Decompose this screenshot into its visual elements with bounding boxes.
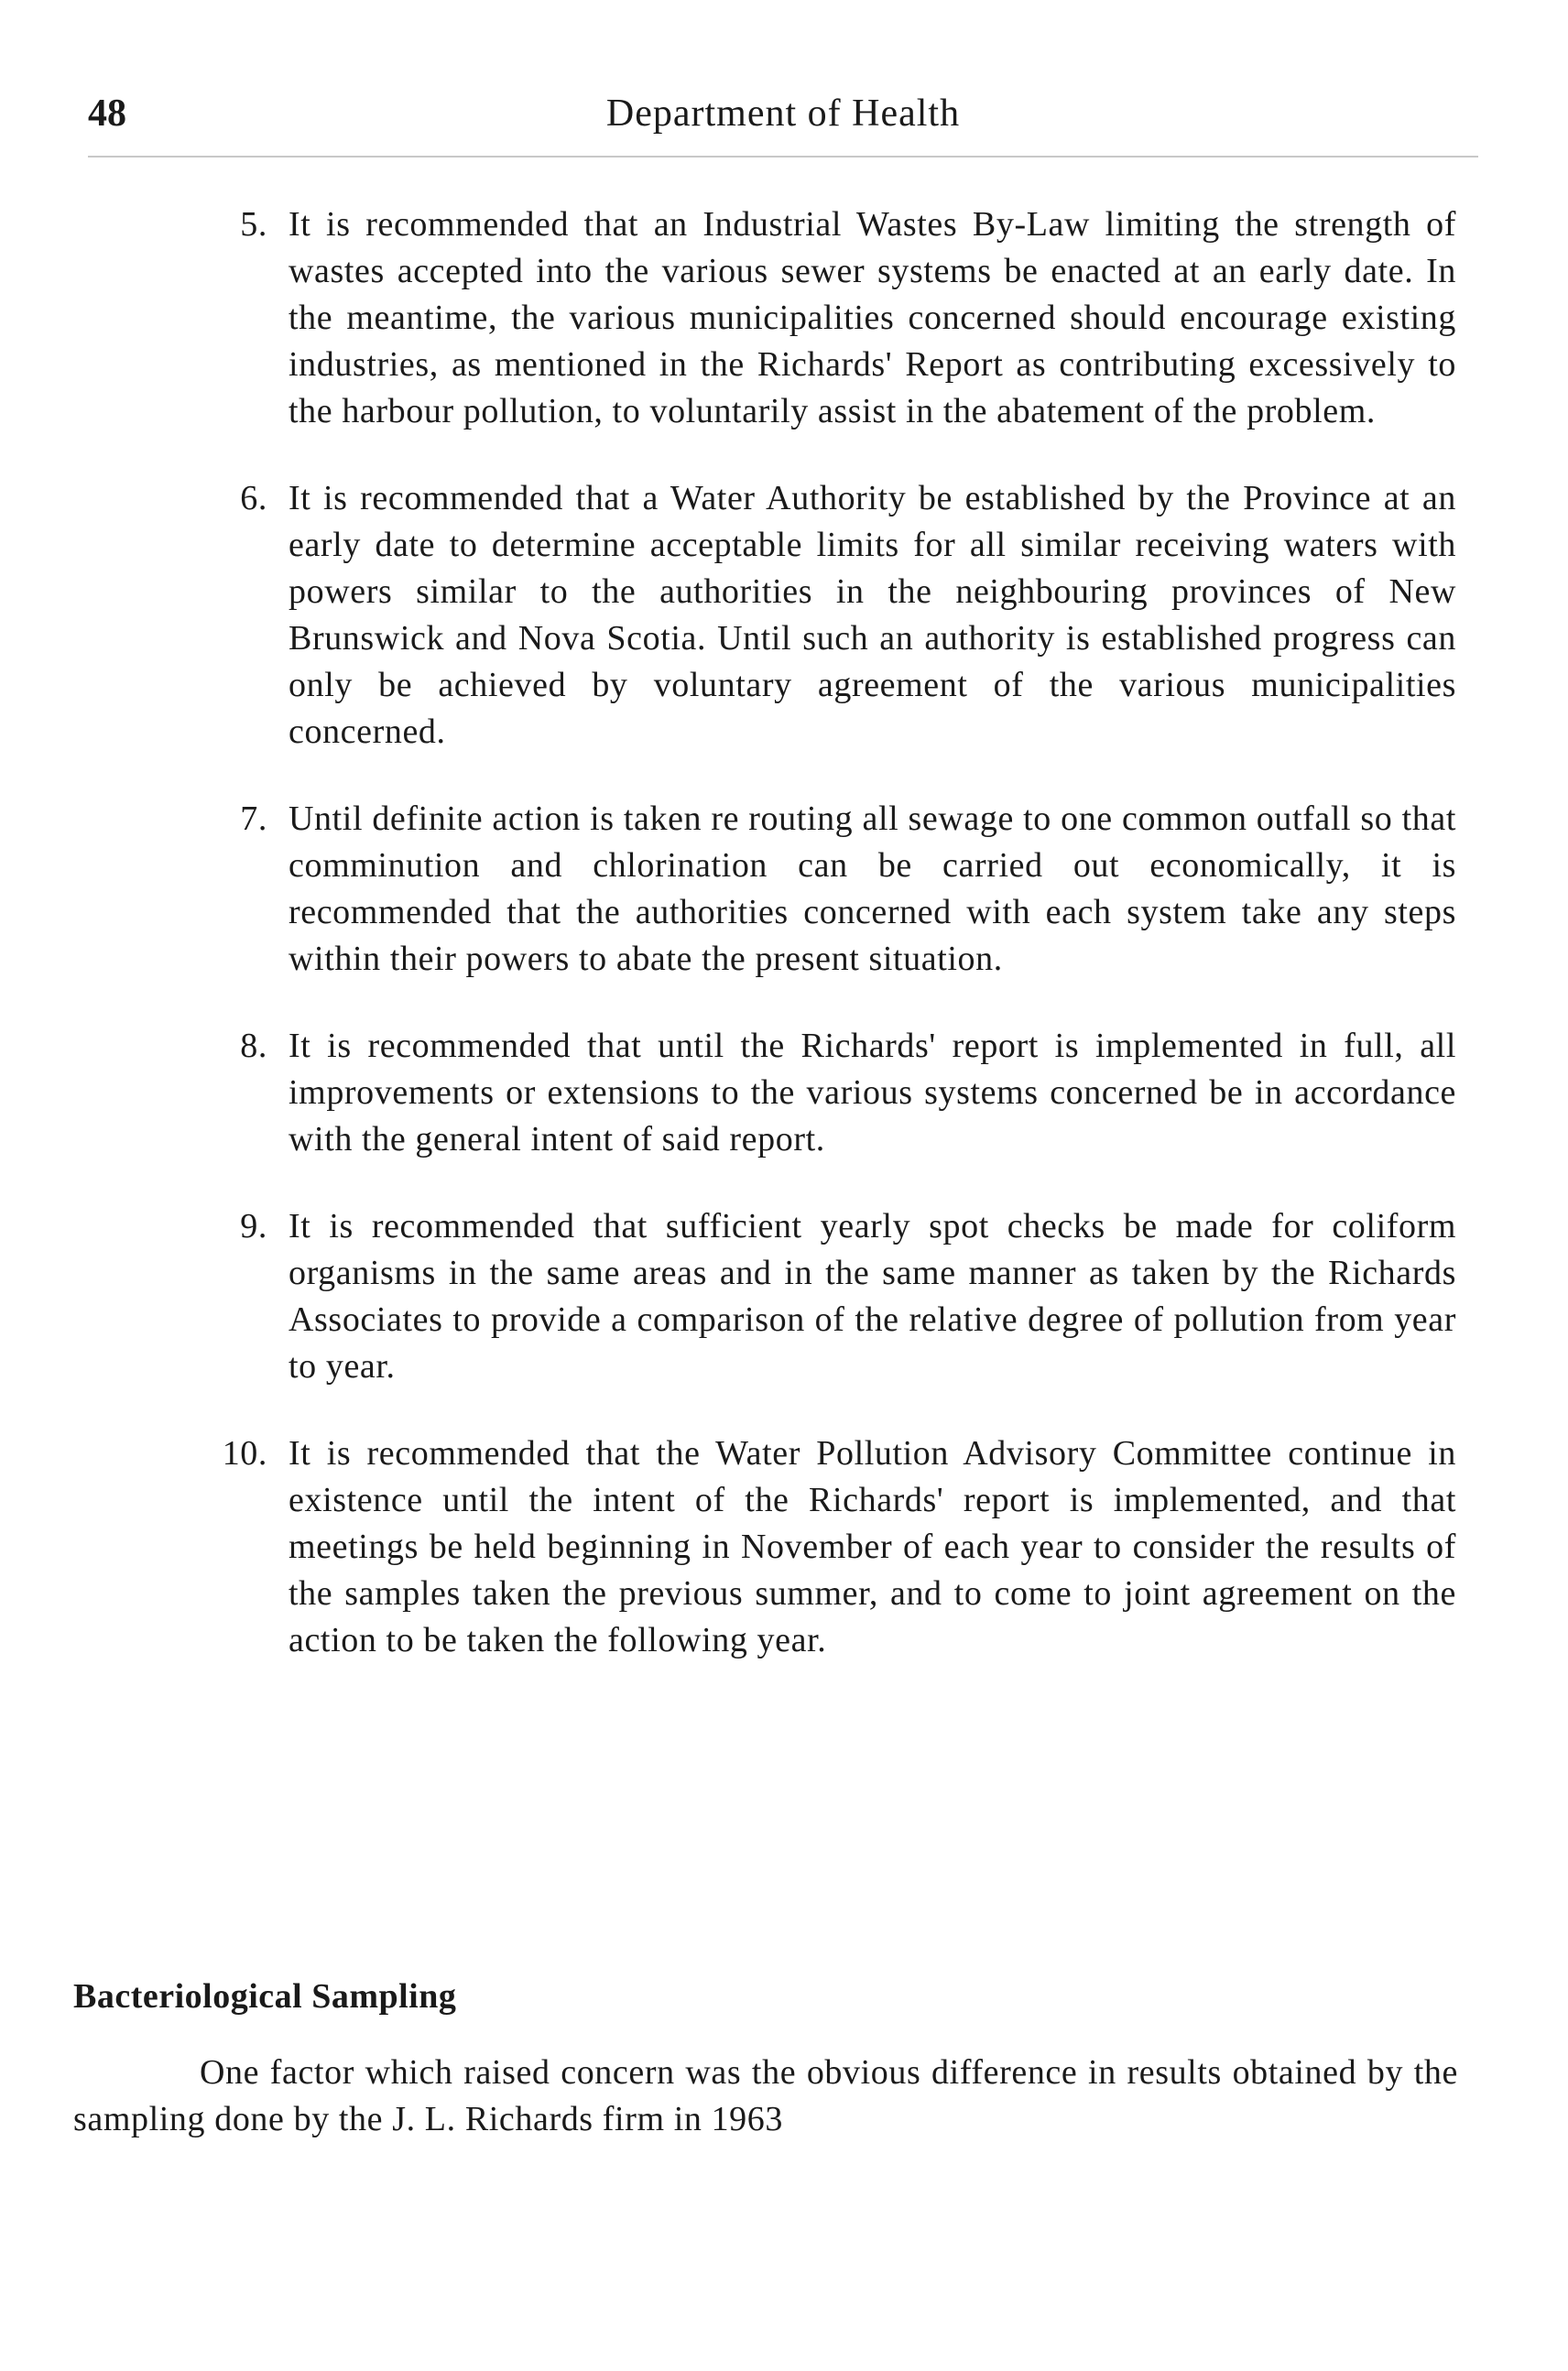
item-text: It is recommended that an Industrial Wastes By-Law limiting the strength of wastes accepted into the various sewer systems be enacted at an early date. In the meantime, the various municipalities concerned should encourage existing industries, as mentioned in the Richards' Report as contributing excessively to the harbour pollution, to voluntarily assist in the abatement of the problem. [289, 205, 1456, 430]
body-paragraph: One factor which raised concern was the obvious difference in results obtained by the sampling done by the J. L. Richards firm in 1963 [73, 2053, 1458, 2138]
item-text: It is recommended that until the Richards' report is implemented in full, all improvements or extensions to the various systems concerned be in accordance with the general intent of said report. [289, 1027, 1456, 1158]
list-item [183, 796, 1456, 983]
list-item [183, 475, 1456, 756]
recommendations-list [183, 201, 1456, 1704]
item-number: 6. [240, 479, 267, 517]
page-number: 48 [88, 92, 126, 135]
page-header [88, 92, 1478, 147]
item-number: 9. [240, 1207, 267, 1245]
list-item [183, 1430, 1456, 1664]
item-number: 10. [222, 1434, 267, 1473]
item-number: 7. [240, 799, 267, 838]
list-item [183, 1023, 1456, 1163]
item-number: 8. [240, 1027, 267, 1065]
list-item [183, 1203, 1456, 1390]
list-item [183, 201, 1456, 435]
section-heading: Bacteriological Sampling [73, 1977, 457, 2016]
running-head: Department of Health [605, 92, 961, 135]
item-number: 5. [240, 205, 267, 244]
item-text: It is recommended that the Water Pollution Advisory Committee continue in existence until the intent of the Richards' report is implemented, and that meetings be held beginning in November of each year to consider the results of the samples taken the previous summer, and to come to joint agreement on the action to be taken the following year. [289, 1434, 1456, 1659]
item-text: It is recommended that a Water Authority be established by the Province at an early date to determine acceptable limits for all similar receiving waters with powers similar to the authorities in the neighbouring provinces of New Brunswick and Nova Scotia. Until such an authority is established progress can only be achieved by voluntary agreement of the various municipalities concerned. [289, 479, 1456, 751]
item-text: It is recommended that sufficient yearly spot checks be made for coliform organisms in the same areas and in the same manner as taken by the Richards Associates to provide a comparison of the relative degree of pollution from year to year. [289, 1207, 1456, 1386]
item-text: Until definite action is taken re routing all sewage to one common outfall so that comminution and chlorination can be carried out economically, it is recommended that the authorities concerned with each system take any steps within their powers to abate the present situation. [289, 799, 1456, 978]
header-rule [88, 156, 1478, 158]
